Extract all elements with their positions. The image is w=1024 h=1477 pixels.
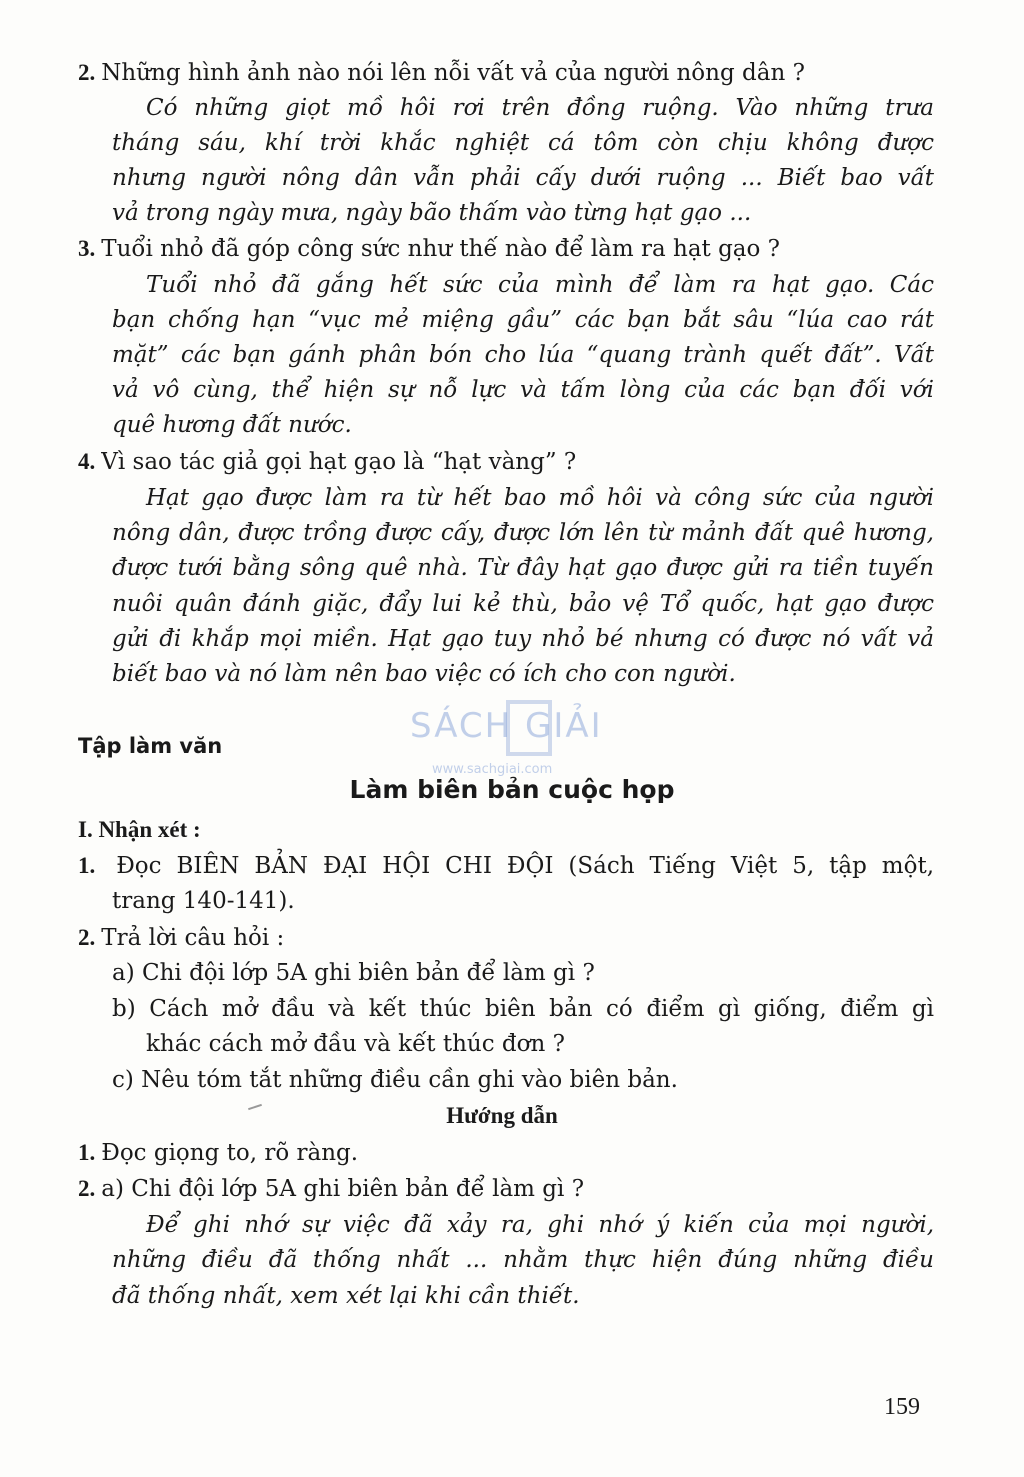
answer-line: mặt” các bạn gánh phân bón cho lúa “quang trành quết đất”. Vất xyxy=(112,342,934,368)
answer-line: nhưng người nông dân vẫn phải cấy dưới ruộng ... Biết bao vất xyxy=(112,165,934,191)
answer-line: nuôi quân đánh giặc, đẩy lui kẻ thù, bảo vệ Tổ quốc, hạt gạo được xyxy=(112,591,934,617)
question-3 xyxy=(78,234,780,264)
question-number: 3. xyxy=(78,236,96,261)
watermark-text: SÁCH GIẢI xyxy=(410,706,603,746)
question-text: Những hình ảnh nào nói lên nỗi vất vả của người nông dân ? xyxy=(101,60,805,86)
section-label: Tập làm văn xyxy=(78,734,223,758)
part-heading: I. Nhận xét : xyxy=(78,817,201,842)
answer-line: Tuổi nhỏ đã gắng hết sức của mình để làm ra hạt gạo. Các xyxy=(146,272,934,298)
sub-item-a: a) Chi đội lớp 5A ghi biên bản để làm gì ? xyxy=(112,960,595,986)
item-number: 2. xyxy=(78,925,96,950)
question-number: 4. xyxy=(78,449,96,474)
answer-line: nông dân, được trồng được cấy, được lớn lên từ mảnh đất quê hương, xyxy=(112,520,934,546)
watermark-frame xyxy=(506,700,552,756)
item-1-continued: trang 140-141). xyxy=(112,888,295,914)
watermark-url: www.sachgiai.com xyxy=(432,762,553,777)
question-text: Tuổi nhỏ đã góp công sức như thế nào để làm ra hạt gạo ? xyxy=(101,236,781,262)
guide-2 xyxy=(78,1174,584,1204)
item-2 xyxy=(78,923,284,953)
sub-item-b-continued: khác cách mở đầu và kết thúc đơn ? xyxy=(146,1031,565,1057)
item-1 xyxy=(78,851,934,881)
answer-line: quê hương đất nước. xyxy=(112,412,352,438)
answer-line: Hạt gạo được làm ra từ hết bao mồ hôi và công sức của người xyxy=(146,485,934,511)
answer-line: những điều đã thống nhất ... nhằm thực hiện đúng những điều xyxy=(112,1247,934,1273)
answer-line: biết bao và nó làm nên bao việc có ích cho con người. xyxy=(112,661,736,687)
answer-line: bạn chống hạn “vục mẻ miệng gầu” các bạn bắt sâu “lúa cao rát xyxy=(112,307,934,333)
answer-line: Để ghi nhớ sự việc đã xảy ra, ghi nhớ ý kiến của mọi người, xyxy=(146,1212,934,1238)
guide-number: 2. xyxy=(78,1176,96,1201)
lesson-title: Làm biên bản cuộc họp xyxy=(349,775,675,804)
question-4 xyxy=(78,447,576,477)
question-2 xyxy=(78,58,805,88)
guide-text: Đọc giọng to, rõ ràng. xyxy=(101,1140,359,1166)
sub-item-b: b) Cách mở đầu và kết thúc biên bản có điểm gì giống, điểm gì xyxy=(112,996,934,1022)
guide-number: 1. xyxy=(78,1140,96,1165)
answer-line: Có những giọt mồ hôi rơi trên đồng ruộng. Vào những trưa xyxy=(146,95,934,121)
answer-line: vả vô cùng, thể hiện sự nỗ lực và tấm lòng của các bạn đối với xyxy=(112,377,934,403)
sub-item-c: c) Nêu tóm tắt những điều cần ghi vào biên bản. xyxy=(112,1067,678,1093)
question-text: Vì sao tác giả gọi hạt gạo là “hạt vàng” ? xyxy=(101,449,577,475)
guide-text: a) Chi đội lớp 5A ghi biên bản để làm gì ? xyxy=(101,1176,585,1202)
page-number: 159 xyxy=(884,1394,920,1420)
guide-1 xyxy=(78,1138,358,1168)
answer-line: được tưới bằng sông quê nhà. Từ đây hạt gạo được gửi ra tiền tuyến xyxy=(112,555,934,581)
guide-heading: Hướng dẫn xyxy=(446,1103,558,1128)
item-number: 1. xyxy=(78,853,96,878)
answer-line: tháng sáu, khí trời khắc nghiệt cá tôm còn chịu không được xyxy=(112,130,934,156)
question-number: 2. xyxy=(78,60,96,85)
item-text: Đọc BIÊN BẢN ĐẠI HỘI CHI ĐỘI (Sách Tiếng Việt 5, tập một, xyxy=(116,853,935,879)
answer-line: vả trong ngày mưa, ngày bão thấm vào từng hạt gạo ... xyxy=(112,200,752,226)
item-text: Trả lời câu hỏi : xyxy=(101,925,285,951)
answer-line: đã thống nhất, xem xét lại khi cần thiết. xyxy=(112,1283,580,1309)
answer-line: gửi đi khắp mọi miền. Hạt gạo tuy nhỏ bé nhưng có được nó vất vả xyxy=(112,626,934,652)
